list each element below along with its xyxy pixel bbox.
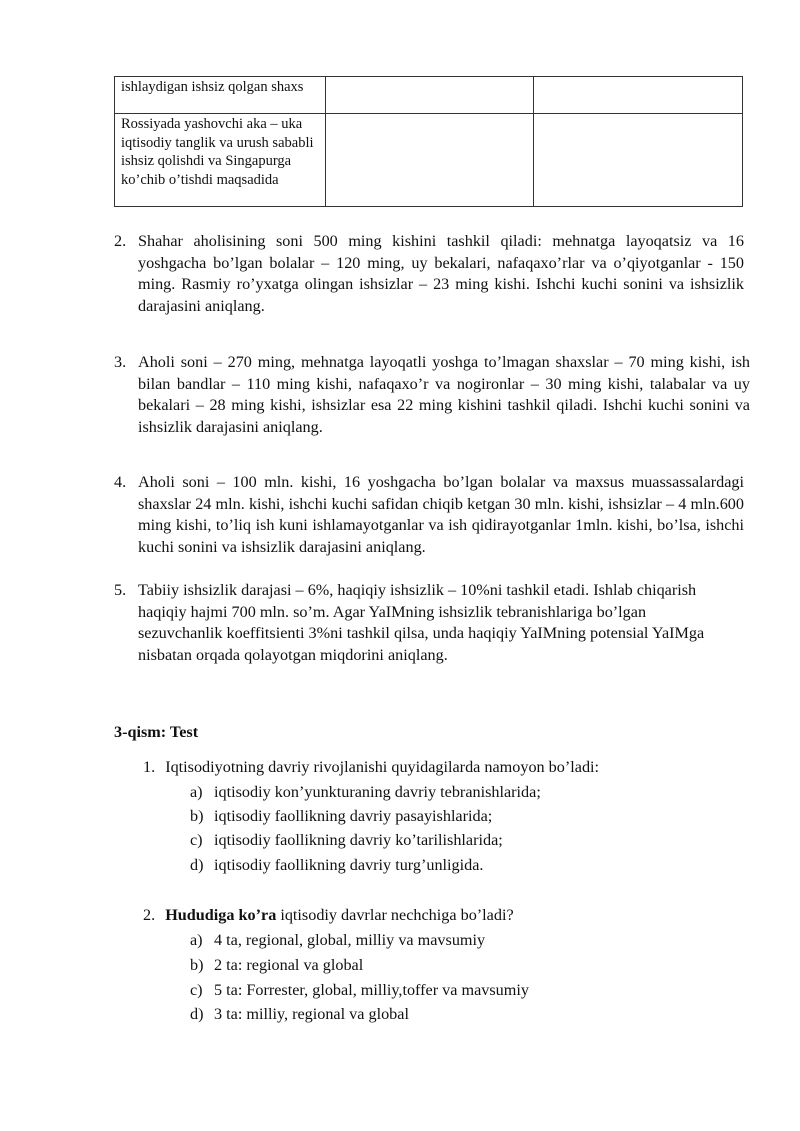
question-number: 2. <box>143 906 156 924</box>
option-letter: a) <box>190 931 203 949</box>
option-letter: c) <box>190 831 203 849</box>
question-text: Iqtisodiyotning davriy rivojlanishi quyidagilarda namoyon bo’ladi: <box>165 758 600 776</box>
table-cell <box>534 114 743 207</box>
problem-text: Aholi soni – 100 mln. kishi, 16 yoshgacha bo’lgan bolalar va maxsus muassassalardagi shaxslar 24 mln. kishi, ishchi kuchi safidan chiqib ketgan 30 mln. kishi, ishsizlar – 4 mln.600 ming kishi, to’liq ish kuni ishlamayotganlar va ish qidirayotganlar 1mln. kishi, bo’lsa, ishchi kuchi sonini va ishsizlik darajasini aniqlang. <box>138 473 744 556</box>
question-number: 1. <box>143 758 156 776</box>
option-letter: b) <box>190 956 204 974</box>
table-cell-label: ishlaydigan ishsiz qolgan shaxs <box>115 77 326 114</box>
question-item <box>143 757 599 779</box>
table-row <box>115 114 743 207</box>
table-cell <box>325 77 534 114</box>
problem-item <box>114 472 744 558</box>
question-item <box>143 905 514 927</box>
problem-number: 2. <box>114 232 127 250</box>
problem-number: 4. <box>114 473 127 491</box>
option-text: iqtisodiy kon’yunkturaning davriy tebranishlarida; <box>214 783 541 801</box>
option-letter: a) <box>190 783 203 801</box>
problem-text: Tabiiy ishsizlik darajasi – 6%, haqiqiy ishsizlik – 10%ni tashkil etadi. Ishlab chiqarish haqiqiy hajmi 700 mln. so’m. Agar YaIMning ishsizlik tebranishlariga bo’lgan sezuvchanlik koeffitsienti 3%ni tashkil qilsa, unda haqiqiy YaIMning potensial YaIMga nisbatan orqada qolayotgan miqdorini aniqlang. <box>138 581 705 664</box>
question-bold-text: Hududiga ko’ra <box>165 906 277 924</box>
option-text: iqtisodiy faollikning davriy turg’unligida. <box>214 856 484 874</box>
option-letter: d) <box>190 1005 204 1023</box>
option-text: 4 ta, regional, global, milliy va mavsumiy <box>214 931 486 949</box>
option-letter: b) <box>190 807 204 825</box>
table-cell <box>325 114 534 207</box>
question-text: iqtisodiy davrlar nechchiga bo’ladi? <box>276 906 514 924</box>
option-text: 3 ta: milliy, regional va global <box>214 1005 409 1023</box>
problem-text: Shahar aholisining soni 500 ming kishini tashkil qiladi: mehnatga layoqatsiz va 16 yoshgacha bo’lgan bolalar – 120 ming, uy bekalari, nafaqaxo’rlar va o’qiyotganlar - 150 ming. Rasmiy ro’yxatga olingan ishsizlar – 23 ming kishi. Ishchi kuchi sonini va ishsizlik darajasini aniqlang. <box>138 232 744 315</box>
table-row <box>115 77 743 114</box>
option-letter: d) <box>190 856 204 874</box>
problem-item <box>114 352 750 438</box>
option-text: iqtisodiy faollikning davriy ko’tarilishlarida; <box>214 831 503 849</box>
option-letter: c) <box>190 981 203 999</box>
data-table <box>114 76 743 207</box>
problem-number: 3. <box>114 353 127 371</box>
problem-item <box>114 580 724 666</box>
problem-text: Aholi soni – 270 ming, mehnatga layoqatli yoshga to’lmagan shaxslar – 70 ming kishi, ish bilan bandlar – 110 ming kishi, nafaqaxo’r va nogironlar – 30 ming kishi, talabalar va uy bekalari – 28 ming kishi, ishsizlar esa 22 ming kishini tashkil qiladi. Ishchi kuchi sonini va ishsizlik darajasini aniqlang. <box>138 353 750 436</box>
option-text: iqtisodiy faollikning davriy pasayishlarida; <box>214 807 493 825</box>
option-text: 5 ta: Forrester, global, milliy,toffer va mavsumiy <box>214 981 529 999</box>
option-text: 2 ta: regional va global <box>214 956 364 974</box>
problem-number: 5. <box>114 581 127 599</box>
problem-item <box>114 231 744 317</box>
table-cell-label: Rossiyada yashovchi aka – uka iqtisodiy tanglik va urush sababli ishsiz qolishdi va Singapurga ko’chib o’tishdi maqsadida <box>115 114 326 207</box>
section-heading: 3-qism: Test <box>114 723 199 741</box>
table-cell <box>534 77 743 114</box>
